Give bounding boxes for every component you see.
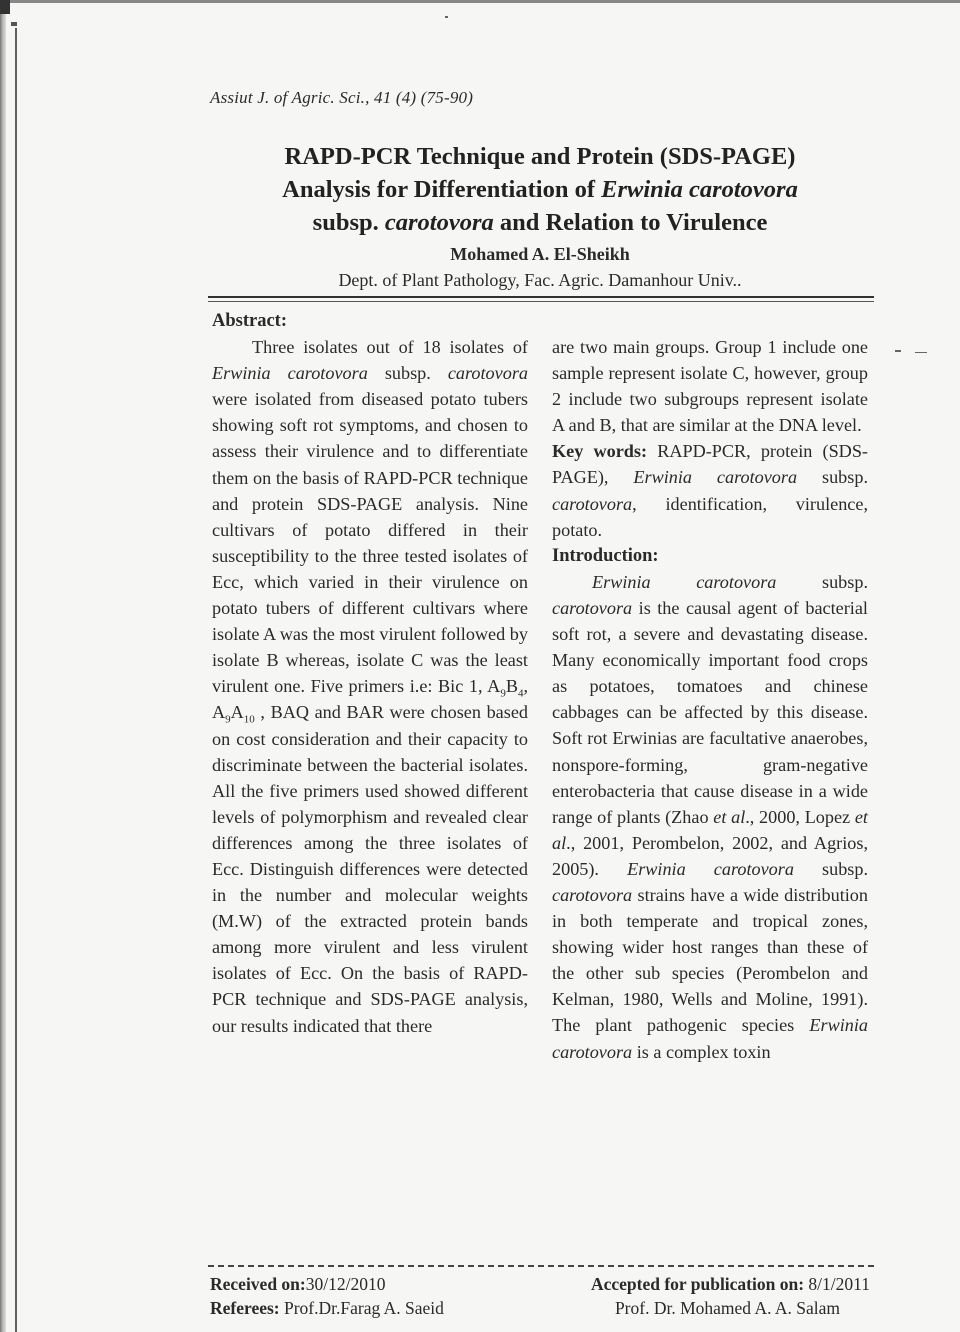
received-date: 30/12/2010 <box>305 1274 386 1294</box>
text: were isolated from diseased potato tubers showing soft rot symptoms, and chosen to assess their virulence and to differentiate them on the basis of RAPD-PCR technique and protein SDS-PAGE analysis. Nine cultivars of potato differed in their susceptibility to the three tested isolates of Ecc, which varied in their virulence on potato tubers of different cultivars where isolate A was the most virulent followed by isolate B whereas, isolate C was the least virulent one. Five primers i.e: Bic 1, A <box>212 389 528 697</box>
keywords-label: Key words: <box>552 441 648 462</box>
abstract-column-left <box>212 308 528 1039</box>
publication-footer <box>210 1272 870 1320</box>
abstract-continuation: are two main groups. Group 1 include one sample represent isolate C, however, group 2 include two subgroups represent isolate A and B, that are similar at the DNA level. <box>552 337 868 436</box>
referee-1 <box>210 1296 474 1320</box>
title-line-1: RAPD-PCR Technique and Protein (SDS-PAGE) <box>284 143 796 170</box>
referee-1-name: Prof.Dr.Farag A. Saeid <box>279 1298 444 1318</box>
title-line-2 <box>210 173 870 206</box>
subscript: 10 <box>243 714 255 727</box>
text: , BAQ and BAR were chosen based on cost consideration and their capacity to discriminate between the bacterial isolates. All the five primers used showed different levels of polymorphism and revealed clear differences among the three isolates of Ecc. Distinguish differences were detected in the number and molecular weights (M.W) of the extracted protein bands among more virulent and less virulent isolates of Ecc. On the basis of RAPD-PCR technique and SDS-PAGE analysis, our results indicated that there <box>212 702 528 1036</box>
introduction-heading: Introduction: <box>552 545 659 566</box>
title-line-3 <box>210 206 870 239</box>
text: A <box>230 702 244 723</box>
text: Three isolates out of 18 isolates of <box>252 337 528 358</box>
scan-top-edge <box>0 0 960 3</box>
subscript: 9 <box>225 714 231 727</box>
species-name: Erwinia carotovora <box>633 467 798 488</box>
scan-speck <box>915 352 927 353</box>
referees-row <box>210 1296 870 1320</box>
abstract-paragraph <box>212 334 528 1039</box>
subspecies-name: carotovora <box>552 597 633 618</box>
keywords <box>552 438 868 542</box>
subscript: 9 <box>500 687 506 700</box>
et-al: et al <box>713 806 746 827</box>
et-al: et al <box>552 806 868 853</box>
dates-row <box>210 1272 870 1296</box>
scan-corner-mark <box>0 0 10 14</box>
abstract-heading: Abstract: <box>212 311 288 331</box>
accepted <box>591 1272 870 1296</box>
binding-mark <box>11 22 17 26</box>
subspecies-name: carotovora <box>552 493 633 514</box>
title-text: Analysis for Differentiation of <box>282 176 602 203</box>
affiliation: Dept. of Plant Pathology, Fac. Agric. Damanhour Univ.. <box>338 270 742 290</box>
species-name: Erwinia carotovora <box>627 858 794 879</box>
subspecies-name: carotovora <box>447 363 528 384</box>
title-text: subsp. <box>312 209 385 236</box>
subscript: 4 <box>517 687 524 700</box>
binding-line <box>15 28 17 1332</box>
text: strains have a wide distribution in both temperate and tropical zones, showing wider host ranges than these of the other sub species (Perombelon and Kelman, 1980, Wells and Moline, 1991). The plant pathogenic species <box>552 884 868 1036</box>
title-text: and Relation to Virulence <box>493 209 768 236</box>
author-name: Mohamed A. El-Sheikh <box>450 244 630 264</box>
text: ., 2000, Lopez <box>745 806 855 827</box>
introduction-paragraph <box>552 569 868 1065</box>
species-name: Erwinia carotovora <box>552 1015 868 1062</box>
species-name: Erwinia carotovora <box>592 571 777 592</box>
text: subsp. <box>367 363 448 384</box>
text: B <box>505 676 518 697</box>
text: is the causal agent of bacterial soft rot, a severe and devastating disease. Many economically important food crops as potatoes, tomatoes and chinese cabbages can be affected by this disease. Soft rot Erwinias are facultative anaerobes, nonspore-forming, gram-negative enterobacteria that cause disease in a wide range of plants (Zhao <box>552 597 868 827</box>
text: , A <box>212 676 528 723</box>
referees-label: Referees: <box>210 1298 280 1318</box>
header-divider <box>208 296 874 302</box>
text: subsp. <box>793 858 869 879</box>
scan-speck <box>895 350 901 352</box>
text: ., 2001, Perombelon, 2002, and Agrios, 2005). <box>552 832 868 879</box>
scan-left-shadow <box>0 14 6 1332</box>
text: , identification, virulence, potato. <box>552 493 868 540</box>
received-label: Received on: <box>210 1274 306 1294</box>
text: is a complex toxin <box>632 1041 771 1062</box>
title-species: Erwinia carotovora <box>601 176 798 203</box>
referee-2-name: Prof. Dr. Mohamed A. A. Salam <box>614 1298 840 1318</box>
scan-speck <box>445 16 448 18</box>
text: subsp. <box>776 571 868 592</box>
subspecies-name: carotovora <box>552 884 633 905</box>
paper-title <box>210 140 870 239</box>
abstract-column-right <box>552 334 868 1065</box>
accepted-label: Accepted for publication on: <box>590 1274 805 1294</box>
footer-divider <box>208 1265 874 1269</box>
received <box>210 1272 385 1296</box>
species-name: Erwinia carotovora <box>212 363 368 384</box>
text: subsp. <box>797 467 868 488</box>
text: RAPD-PCR, protein (SDS-PAGE), <box>552 441 868 488</box>
accepted-date: 8/1/2011 <box>804 1274 870 1294</box>
journal-citation: Assiut J. of Agric. Sci., 41 (4) (75-90) <box>210 88 474 107</box>
title-subspecies: carotovora <box>384 209 494 236</box>
